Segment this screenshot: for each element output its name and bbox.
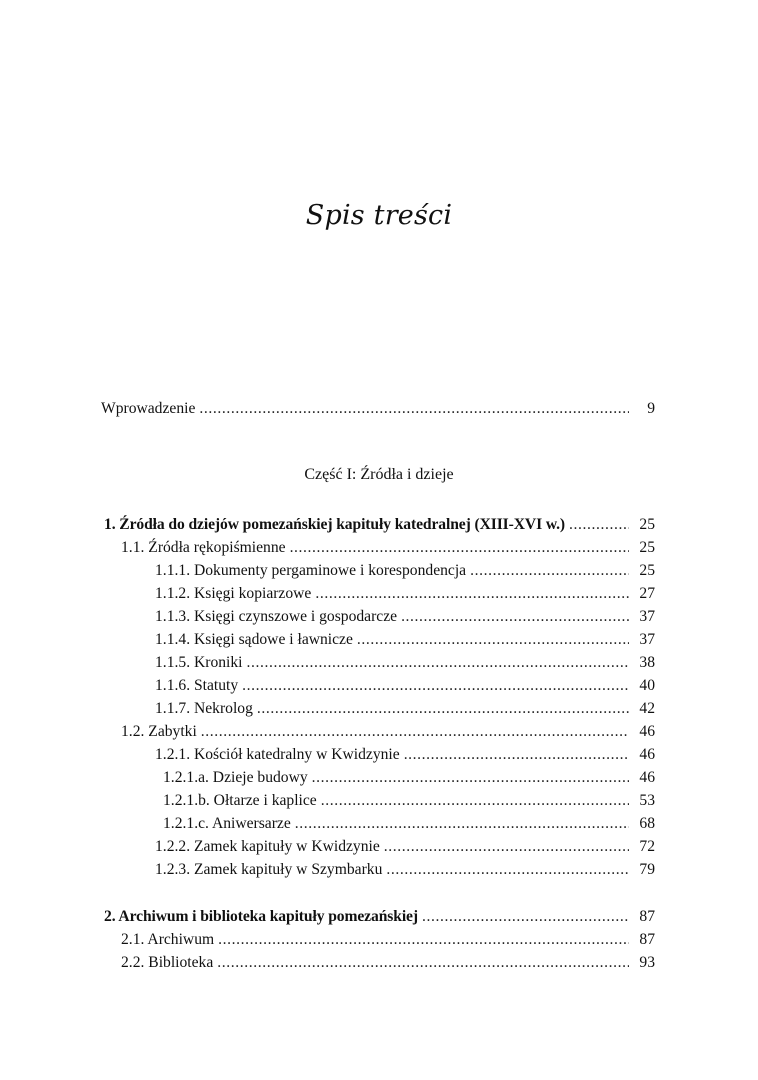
dot-leader <box>199 399 629 419</box>
toc-entry-label: 1.2.2. Zamek kapituły w Kwidzynie <box>155 838 380 855</box>
toc-entry <box>155 676 655 698</box>
toc-entry <box>155 860 655 882</box>
toc-entry-label: 1.1.4. Księgi sądowe i ławnicze <box>155 631 353 648</box>
dot-leader <box>401 607 629 627</box>
toc-entry-page: 37 <box>639 631 655 648</box>
toc-entry-label: 1.2.1.a. Dzieje budowy <box>163 769 308 786</box>
toc-entry <box>121 722 655 744</box>
toc-entry-page: 72 <box>639 838 655 855</box>
toc-entry-label: 1.2.1.b. Ołtarze i kaplice <box>163 792 317 809</box>
dot-leader <box>295 814 629 834</box>
toc-entry <box>163 768 655 790</box>
toc-entry-page: 93 <box>639 954 655 971</box>
toc-entry-label: 1.1. Źródła rękopiśmienne <box>121 539 286 556</box>
toc-entry-page: 46 <box>639 723 655 740</box>
toc-chapter-1 <box>104 515 655 537</box>
toc-entry-page: 25 <box>639 562 655 579</box>
dot-leader <box>357 630 629 650</box>
toc-entry-label: 1.2. Zabytki <box>121 723 197 740</box>
toc-entry-page: 9 <box>647 400 655 417</box>
toc-entry-label: 1.2.3. Zamek kapituły w Szymbarku <box>155 861 383 878</box>
dot-leader <box>217 953 629 973</box>
toc-entry-page: 37 <box>639 608 655 625</box>
toc-entry-page: 40 <box>639 677 655 694</box>
toc-entry <box>155 630 655 652</box>
dot-leader <box>290 538 629 558</box>
toc-entry-page: 46 <box>639 769 655 786</box>
toc-entry <box>155 699 655 721</box>
toc-entry-intro <box>101 399 655 421</box>
dot-leader <box>315 584 629 604</box>
toc-entry-label: 1.1.1. Dokumenty pergaminowe i korespondencja <box>155 562 467 579</box>
toc-entry-page: 25 <box>639 516 655 533</box>
toc-entry <box>155 561 655 583</box>
page-title: Spis treści <box>305 200 453 231</box>
toc-entry-label: 2. Archiwum i biblioteka kapituły pomezańskiej <box>104 908 418 925</box>
toc-entry <box>155 607 655 629</box>
dot-leader <box>257 699 629 719</box>
dot-leader <box>386 860 629 880</box>
toc-entry <box>155 837 655 859</box>
dot-leader <box>569 515 629 535</box>
toc-chapter-2 <box>104 907 655 929</box>
toc-entry-label: Wprowadzenie <box>101 400 196 417</box>
toc-entry-label: 1. Źródła do dziejów pomezańskiej kapituły katedralnej (XIII-XVI w.) <box>104 516 566 533</box>
toc-entry-label: 2.1. Archiwum <box>121 931 215 948</box>
dot-leader <box>242 676 629 696</box>
toc-entry-label: 1.1.7. Nekrolog <box>155 700 253 717</box>
toc-entry <box>163 791 655 813</box>
toc-entry <box>121 953 655 975</box>
dot-leader <box>201 722 629 742</box>
toc-entry-page: 27 <box>639 585 655 602</box>
toc-entry-label: 1.2.1.c. Aniwersarze <box>163 815 291 832</box>
toc-entry-page: 38 <box>639 654 655 671</box>
toc-entry-page: 53 <box>639 792 655 809</box>
toc-entry-label: 1.1.2. Księgi kopiarzowe <box>155 585 312 602</box>
toc-entry-page: 46 <box>639 746 655 763</box>
toc-entry-page: 87 <box>639 931 655 948</box>
toc-entry-label: 2.2. Biblioteka <box>121 954 214 971</box>
dot-leader <box>422 907 629 927</box>
part-heading: Część I: Źródła i dzieje <box>304 466 454 483</box>
toc-entry <box>121 930 655 952</box>
toc-entry-page: 25 <box>639 539 655 556</box>
dot-leader <box>247 653 630 673</box>
toc-entry-page: 68 <box>639 815 655 832</box>
dot-leader <box>218 930 629 950</box>
toc-entry <box>155 745 655 767</box>
toc-entry-label: 1.2.1. Kościół katedralny w Kwidzynie <box>155 746 400 763</box>
toc-entry-label: 1.1.5. Kroniki <box>155 654 243 671</box>
toc-entry-label: 1.1.3. Księgi czynszowe i gospodarcze <box>155 608 398 625</box>
toc-entry <box>163 814 655 836</box>
toc-entry-page: 87 <box>639 908 655 925</box>
dot-leader <box>321 791 629 811</box>
toc-entry <box>155 584 655 606</box>
toc-entry <box>155 653 655 675</box>
dot-leader <box>312 768 629 788</box>
dot-leader <box>470 561 629 581</box>
dot-leader <box>404 745 629 765</box>
toc-entry-label: 1.1.6. Statuty <box>155 677 239 694</box>
dot-leader <box>384 837 629 857</box>
toc-entry-page: 42 <box>639 700 655 717</box>
toc-entry-page: 79 <box>639 861 655 878</box>
toc-entry <box>121 538 655 560</box>
